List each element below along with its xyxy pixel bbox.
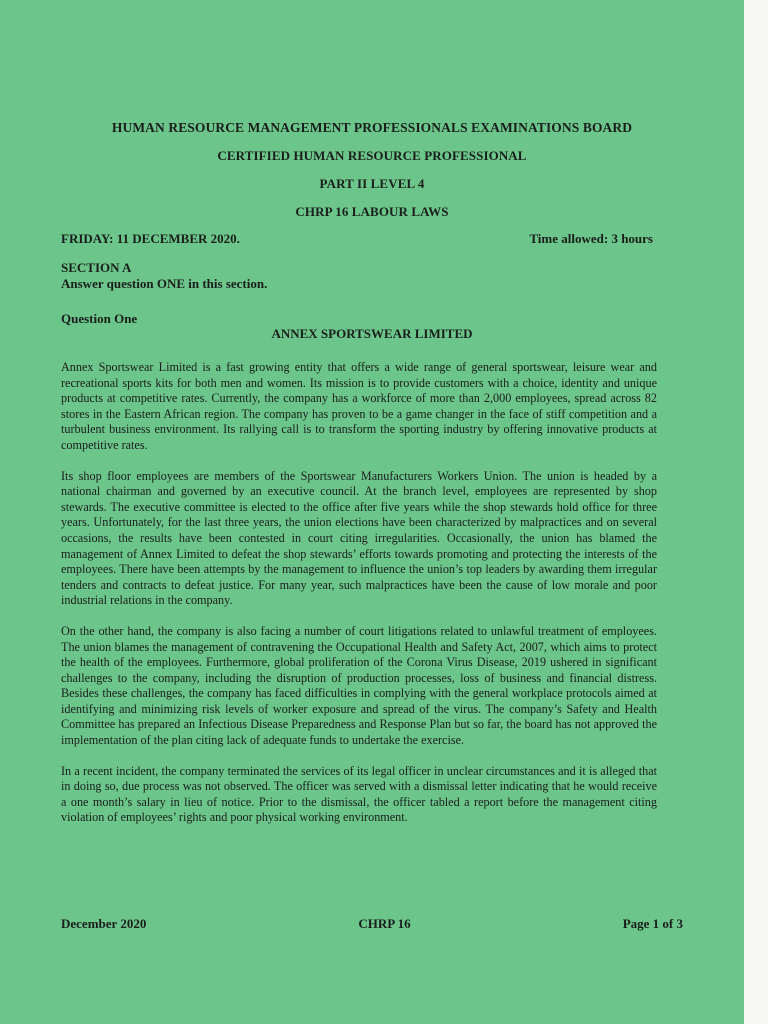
footer-date: December 2020	[61, 916, 147, 931]
paragraph: Annex Sportswear Limited is a fast growing entity that offers a wide range of general sportswear, leisure wear and recreational sports kits for both men and women. Its mission is to provide customers with a choice, identity and unique products at competitive rates. Currently, the company has a workforce of more than 2,000 employees, spread across 82 stores in the Eastern African region. The company has proven to be a game changer in the face of stiff competition and a turbulent business environment. Its rallying call is to transform the sporting industry by offering innovative products at competitive rates.	[61, 360, 657, 452]
scan-margin	[744, 0, 768, 1024]
exam-dateline	[61, 231, 653, 247]
section-instruction: Answer question ONE in this section.	[61, 276, 268, 291]
exam-date: FRIDAY: 11 DECEMBER 2020.	[61, 231, 240, 246]
paragraph: In a recent incident, the company terminated the services of its legal officer in unclear circumstances and it is alleged that in doing so, due process was not observed. The officer was served with a dismissal letter indicating that he would receive a one month’s salary in lieu of notice. Prior to the dismissal, the officer tabled a report before the management citing violation of employees’ rights and poor physical working environment.	[61, 763, 657, 825]
page-footer	[61, 916, 683, 932]
question-label: Question One	[61, 311, 138, 326]
part-heading: PART II LEVEL 4	[319, 176, 425, 191]
certification-heading: CERTIFIED HUMAN RESOURCE PROFESSIONAL	[217, 148, 527, 163]
time-allowed: Time allowed: 3 hours	[529, 231, 653, 246]
section-title: SECTION A	[61, 260, 132, 275]
footer-code: CHRP 16	[358, 916, 411, 931]
case-body	[61, 360, 657, 841]
case-title: ANNEX SPORTSWEAR LIMITED	[271, 326, 473, 341]
paragraph: Its shop floor employees are members of the Sportswear Manufacturers Workers Union. The union is headed by a national chairman and governed by an executive council. At the branch level, employees are represented by shop stewards. The executive committee is elected to the office after five years while the shop stewards hold office for three years. Unfortunately, for the last three years, the union elections have been characterized by malpractices and on several occasions, the results have been contested in court citing irregularities. Occasionally, the union has blamed the management of Annex Limited to defeat the shop stewards’ efforts towards promoting and protecting the interests of the employees. There have been attempts by the management to influence the union’s top leaders by awarding them irregular tenders and contracts to defeat justice. For many year, such malpractices have been the cause of low morale and poor industrial relations in the company.	[61, 468, 657, 608]
footer-page: Page 1 of 3	[622, 916, 683, 931]
paragraph: On the other hand, the company is also facing a number of court litigations related to unlawful treatment of employees. The union blames the management of contravening the Occupational Health and Safety Act, 2007, which aims to protect the health of the employees. Furthermore, global proliferation of the Corona Virus Disease, 2019 ushered in significant challenges to the company, including the disruption of production processes, loss of business and financial distress. Besides these challenges, the company has faced difficulties in complying with the general workplace protocols aimed at identifying and minimizing risk levels of worker exposure and spread of the virus. The company’s Safety and Health Committee has prepared an Infectious Disease Preparedness and Response Plan but so far, the board has not approved the implementation of the plan citing lack of adequate funds to undertake the exercise.	[61, 623, 657, 748]
board-heading: HUMAN RESOURCE MANAGEMENT PROFESSIONALS EXAMINATIONS BOARD	[111, 120, 633, 135]
section-block	[61, 260, 267, 292]
paper-heading: CHRP 16 LABOUR LAWS	[295, 204, 449, 219]
